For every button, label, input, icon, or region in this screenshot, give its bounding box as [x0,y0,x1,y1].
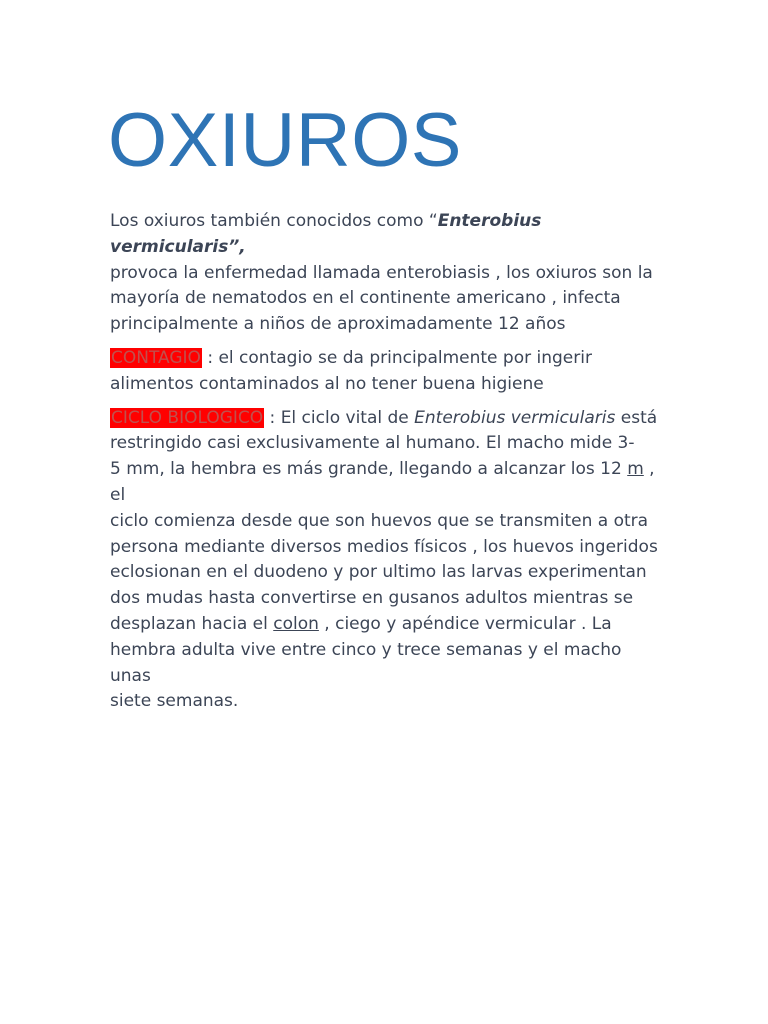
ciclo-line-2: restringido casi exclusivamente al humano. El macho mide 3- [110,433,635,454]
species-name-bold: Enterobius vermicularis”, [110,211,542,257]
paragraph-intro [110,209,662,338]
ciclo-line-5: persona mediante diversos medios físicos , los huevos ingeridos [110,536,658,557]
ciclo-line-7: dos mudas hasta convertirse en gusanos adultos mientras se [110,588,634,609]
intro-line-2: provoca la enfermedad llamada enterobiasis , los oxiuros son la [110,262,653,283]
ciclo-line-6: eclosionan en el duodeno y por ultimo las larvas experimentan [110,562,647,583]
ciclo-line-8b: , ciego y apéndice vermicular . La [318,613,612,634]
contagio-line-1: : el contagio se da principalmente por ingerir [201,347,592,368]
ciclo-line-1a: : El ciclo vital de [264,407,415,428]
contagio-line-2: alimentos contaminados al no tener buena higiene [110,373,544,394]
intro-text: Los oxiuros también conocidos como “ [110,211,438,231]
ciclo-line-1b: está [615,407,658,428]
ciclo-line-3b: , el [110,459,655,505]
intro-line-4: principalmente a niños de aproximadamente 12 años [110,314,566,335]
species-name-italic: Enterobius vermicularis [414,407,616,428]
ciclo-line-8a: desplazan hacia el [110,613,274,634]
colon-link[interactable]: colon [273,613,319,634]
contagio-label: CONTAGIO [111,347,201,368]
ciclo-line-4: ciclo comienza desde que son huevos que se transmiten a otra [110,510,649,531]
ciclo-line-10: siete semanas. [110,691,239,712]
ciclo-line-3a: 5 mm, la hembra es más grande, llegando a alcanzar los 12 [110,459,628,480]
paragraph-ciclo [110,406,662,716]
document-title: OXIUROS [108,98,462,183]
ciclo-biologico-label: CICLO BIOLOGICO [111,407,264,428]
ciclo-line-9: hembra adulta vive entre cinco y trece semanas y el macho unas [110,639,622,686]
intro-line-3: mayoría de nematodos en el continente americano , infecta [110,288,621,309]
document-body [110,209,662,723]
unit-link-m[interactable]: m [627,459,644,480]
paragraph-contagio [110,346,662,398]
